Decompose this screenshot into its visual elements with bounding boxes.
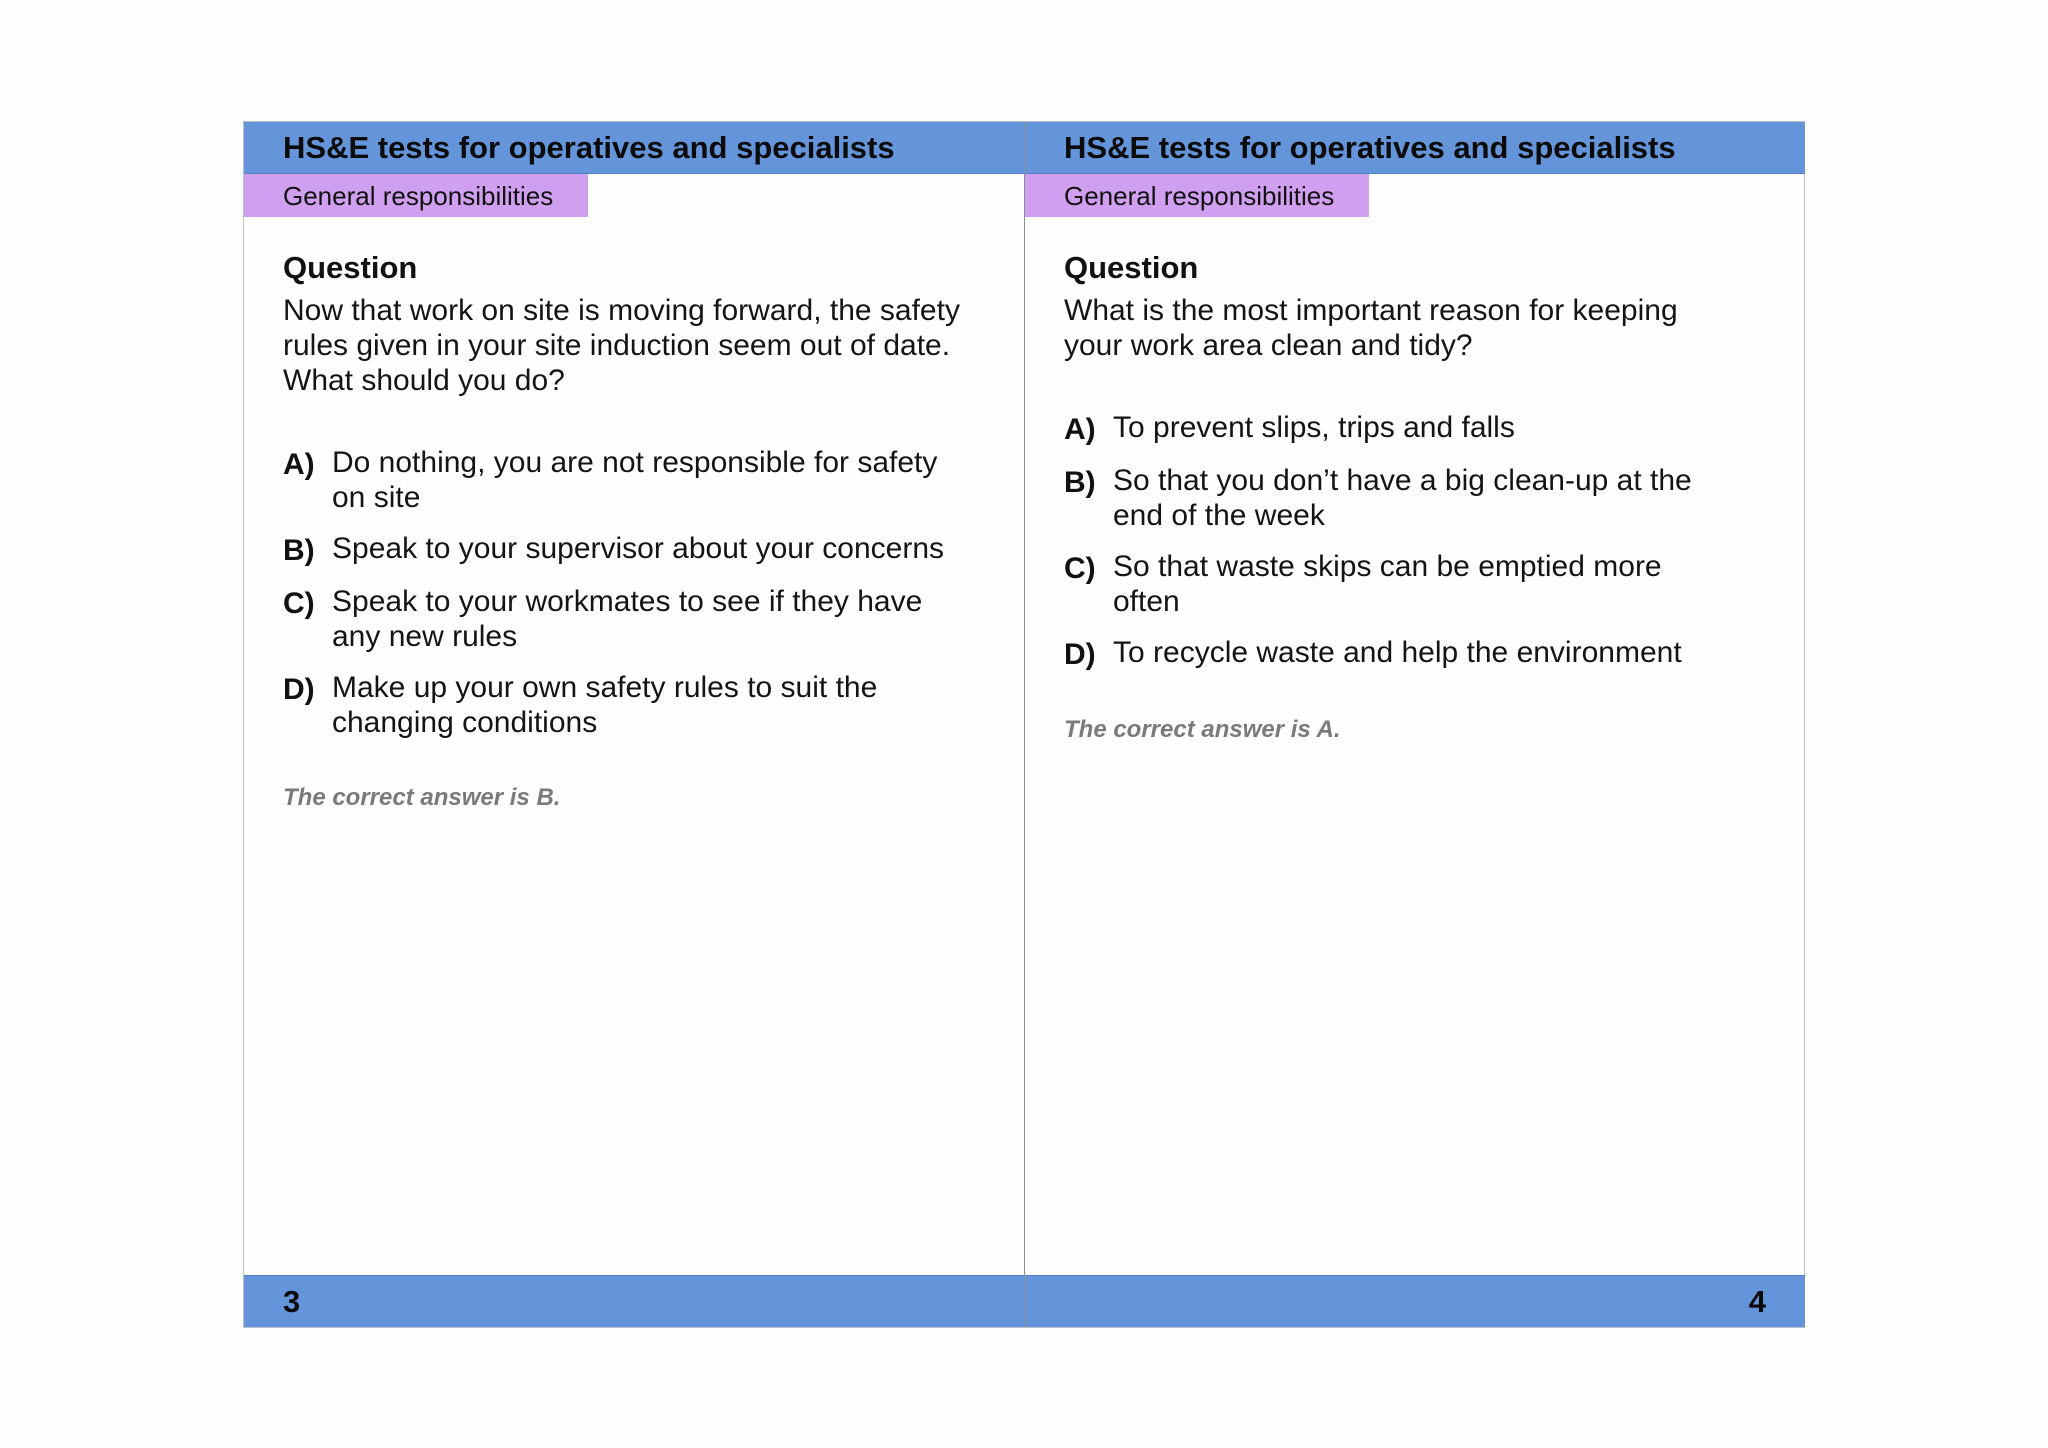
booklet-spread xyxy=(243,121,1805,1328)
option-text: Do nothing, you are not responsible for safety on site xyxy=(332,446,938,514)
answer-options xyxy=(283,445,983,740)
section-label: General responsibilities xyxy=(1064,181,1335,211)
option-b xyxy=(1064,463,1764,533)
option-text: To prevent slips, trips and falls xyxy=(1113,411,1515,444)
page-footer xyxy=(1025,1275,1805,1327)
page-footer xyxy=(244,1275,1024,1327)
option-letter: B) xyxy=(283,534,315,567)
option-letter: D) xyxy=(283,673,315,706)
section-tag xyxy=(1025,174,1369,217)
question-heading: Question xyxy=(283,250,418,285)
section-label: General responsibilities xyxy=(283,181,554,211)
page-right xyxy=(1024,122,1805,1327)
option-letter: B) xyxy=(1064,466,1096,499)
option-letter: C) xyxy=(1064,552,1096,585)
page-number: 4 xyxy=(1748,1284,1766,1319)
option-a xyxy=(283,445,983,515)
option-text: So that waste skips can be emptied more often xyxy=(1113,550,1662,618)
option-text: To recycle waste and help the environment xyxy=(1113,636,1682,669)
answer-options xyxy=(1064,410,1764,672)
header-title: HS&E tests for operatives and specialists xyxy=(283,130,895,165)
option-letter: A) xyxy=(283,448,315,481)
option-text: Make up your own safety rules to suit the changing conditions xyxy=(332,671,878,739)
option-text: Speak to your supervisor about your concerns xyxy=(332,532,944,565)
option-a xyxy=(1064,410,1764,447)
option-text: Speak to your workmates to see if they have any new rules xyxy=(332,585,923,653)
page-left xyxy=(244,122,1024,1327)
question-heading: Question xyxy=(1064,250,1199,285)
page-header xyxy=(244,122,1024,174)
option-c xyxy=(283,584,983,654)
page-header xyxy=(1025,122,1805,174)
option-d xyxy=(283,670,983,740)
option-text: So that you don’t have a big clean-up at the end of the week xyxy=(1113,464,1692,532)
header-title: HS&E tests for operatives and specialists xyxy=(1064,130,1676,165)
page-number: 3 xyxy=(283,1284,301,1319)
correct-answer: The correct answer is B. xyxy=(283,784,561,811)
question-block xyxy=(283,250,983,812)
question-text: What is the most important reason for keeping your work area clean and tidy? xyxy=(1064,294,1678,362)
question-block xyxy=(1064,250,1764,744)
option-c xyxy=(1064,549,1764,619)
correct-answer: The correct answer is A. xyxy=(1064,716,1341,743)
question-text: Now that work on site is moving forward, the safety rules given in your site induction seem out of date. What should you do? xyxy=(283,294,960,397)
option-letter: A) xyxy=(1064,413,1096,446)
section-tag xyxy=(244,174,588,217)
option-letter: C) xyxy=(283,587,315,620)
option-d xyxy=(1064,635,1764,672)
option-letter: D) xyxy=(1064,638,1096,671)
option-b xyxy=(283,531,983,568)
